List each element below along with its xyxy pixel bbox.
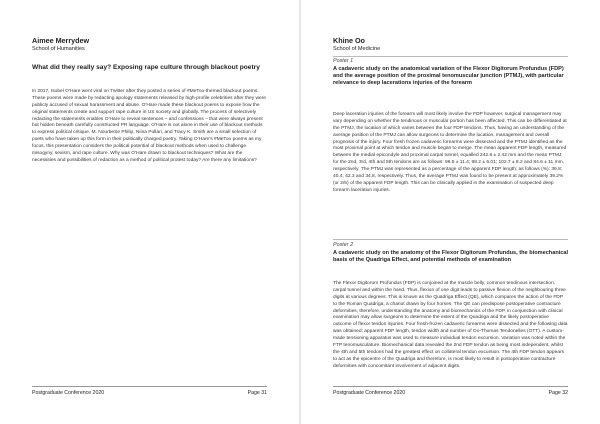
footer-divider xyxy=(333,386,568,387)
right-page xyxy=(301,0,600,424)
poster-2-label: Poster 2 xyxy=(333,242,354,248)
footer-page-number: Page 32 xyxy=(548,390,568,396)
poster-2-title: A cadaveric study on the anatomy of the Flexor Digitorum Profundus, the biomechanical basis of the Quadriga Effect, and potential methods of examination xyxy=(333,250,569,263)
author-name: Aimee Merrydew xyxy=(32,36,90,45)
abstract-body: In 2017, Isobel O’Hare went viral on Twitter after they posted a series of #MeToo-themed blackout poems. These poems were made by redacting apology statements released by high-profile celebrities after they were publicly accused of sexual harassment and abuse. O’Hare made these blackout poems to expose how the original statements create and support rape culture in US society and globally. The process of selectively redacting the statements enables O’Hare to reveal sentences – and confessions – that were always present but hidden beneath carefully constructed PR language. O’Hare is not alone in their use of blackout methods to express political critique. M. NourbeSe Philip, Niina Pollari, and Tracy K. Smith are a small selection of poets who have taken up this form in their politically charged poetry. Taking O’Hare’s #MeToo poems as my focus, this presentation considers the political potential of blackout methods when used to challenge misogyny, sexism, and rape culture. Why was O’Hare drawn to blackout techniques? What are the necessities and possibilities of redaction as a method of political protest today? Are there any limitations? xyxy=(32,89,266,163)
left-page xyxy=(0,0,299,424)
section-divider xyxy=(333,239,568,240)
poster-2-body: The Flexor Digitorum Profundus (FDP) is conjoined at the muscle belly, common tendinous intersection, carpal tunnel and within the hand. Thus, flexion of one digit leads to passive flexion of the neighbouring three digits at various degrees. This is known as the Quadriga Effect (QE), which compares the action of the FDP to the Roman Quadriga; a chariot drawn by four horses. The QE can predispose postoperative contracture deformities, therefore, understanding the anatomy and biomechanics of the FDP, in conjunction with clinical examination may allow surgeons to determine the extent of the Quadriga and the likely postoperative outcome of flexor tendon injuries. Four fresh-frozen cadaveric forearms were dissected and the following data was obtained: apparent FDP length, tendon width and number of Oo-Thomas Tendonelles (OTT). A custom-made tensioning apparatus was used to measure individual tendon excursion. Variation was noted within the FTP tenomusculature. Biomechanical data revealed the 2nd FDP tendon as being most independent, whilst the 4th and 5th tendons had the greatest effect on collateral tendon excursion. The 4th FDP tendon appears to act as the epicentre of the Quadriga and therefore, is most likely to result in postoperative contracture deformities with concomitant involvement of adjacent digits. xyxy=(333,281,568,369)
poster-1-title: A cadaveric study on the anatomical variation of the Flexor Digitorum Profundus (FDP) and the average position of the proximal tenomuscular junction (PTMJ), with particular relevance to deep lacerations injuries of the forearm xyxy=(333,66,564,86)
footer-divider xyxy=(32,386,267,387)
school-name: School of Medicine xyxy=(333,46,381,52)
poster-1-body: Deep laceration injuries of the forearm will most likely involve the FDP however, surgical management may vary depending on whether the tendinous or muscular portion has been affected. This can be differentiated at the PTMJ, the location of which varies between the four FDP tendons. Thus, having an understanding of the average position of the PTMJ can allow surgeons to determine the location, management and overall prognosis of the injury. Four fresh frozen cadaveric forearms were dissected and the PTMJ identified as the most proximal point at which tendon and muscle began to merge. The mean apparent FDP length, measured between the medial epicondyle and proximal carpal tunnel, equalled 242.8 ± 2.42 mm and the mean PTMJ for the 2nd, 3rd, 4th and 5th tendons are as follows: 96.5 ± 11.4; 98.2 ± 6.01; 102.7 ± 8.2 and 84.6 ± 11 mm, respectively. The PTMJ was represented as a percentage of the apparent FDP length; as follows (%): 39.8; 40.4; 42.3 and 34.8, respectively. Thus, the average PTMJ was found to be present at approximately 39.2% (or 2/5) of the apparent FDP length. This can be clinically applied in the examination of suspected deep forearm laceration injuries. xyxy=(333,112,567,193)
footer-conference: Postgraduate Conference 2020 xyxy=(32,390,105,396)
section-divider xyxy=(333,56,568,57)
author-name: Khine Oo xyxy=(333,36,365,45)
poster-1-label: Poster 1 xyxy=(333,58,354,64)
school-name: School of Humanities xyxy=(32,46,85,52)
footer-conference: Postgraduate Conference 2020 xyxy=(333,390,406,396)
footer-page-number: Page 31 xyxy=(247,390,267,396)
abstract-title: What did they really say? Exposing rape culture through blackout poetry xyxy=(32,64,260,71)
